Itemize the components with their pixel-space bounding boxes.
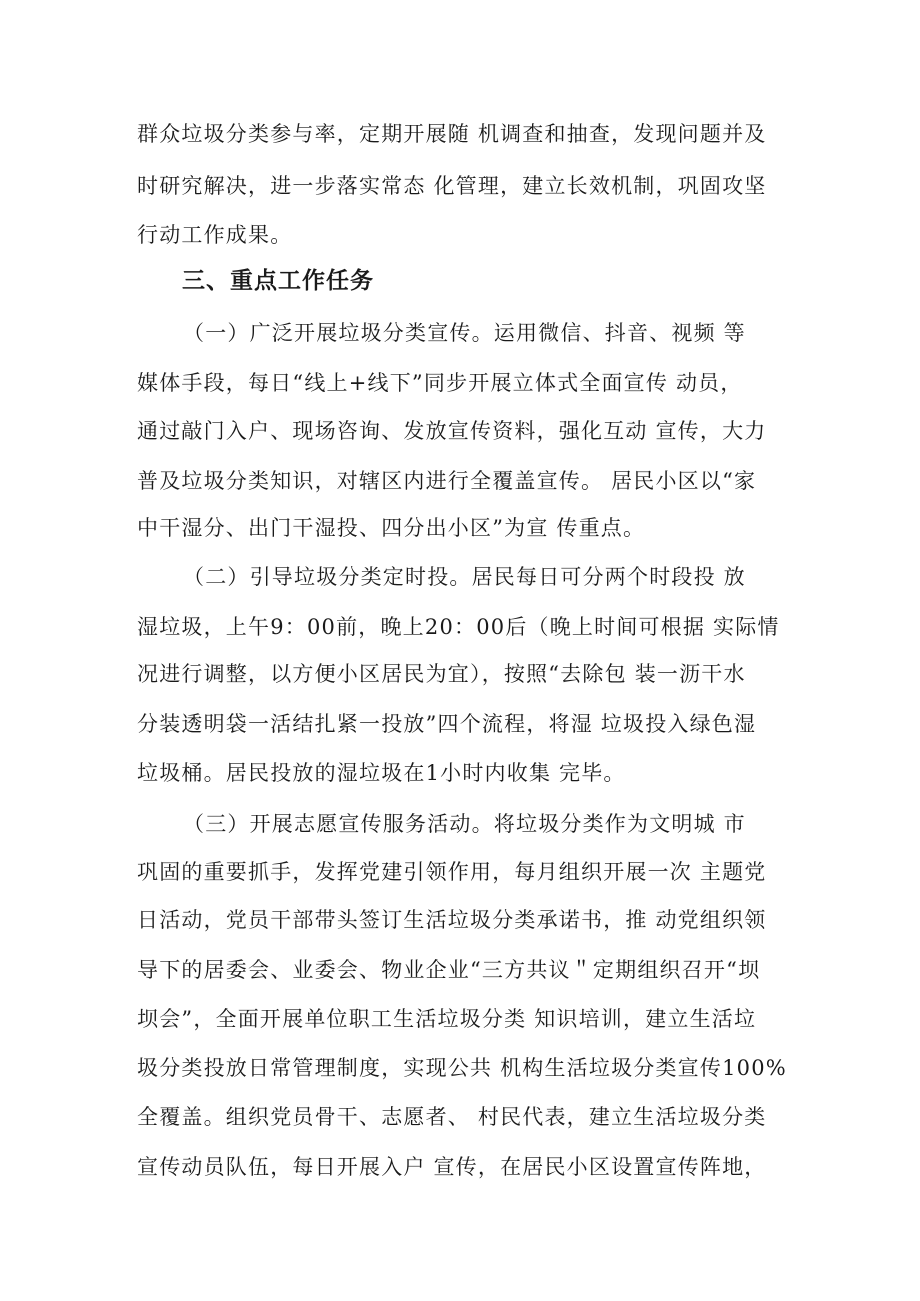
section-heading: 三、重点工作任务 [182, 268, 374, 294]
paragraph-line: 导下的居委会、业委会、物业企业“三方共议＂定期组织召开“坝 [137, 958, 761, 982]
paragraph-line: 巩固的重要抓手，发挥党建引领作用，每月组织开展一次 主题党 [137, 860, 767, 884]
paragraph-line: 日活动，党员干部带头签订生活垃圾分类承诺书，推 动党组织领 [137, 908, 767, 932]
paragraph-line: 垃圾桶。居民投放的湿垃圾在1小时内收集 完毕。 [137, 761, 626, 785]
paragraph-line: 行动工作成果。 [137, 223, 293, 247]
paragraph-line: 全覆盖。组织党员骨干、志愿者、 村民代表，建立生活垃圾分类 [137, 1105, 767, 1129]
paragraph-line: 宣传动员队伍，每日开展入户 宣传，在居民小区设置宣传阵地， [137, 1155, 767, 1179]
paragraph-line: 况进行调整，以方便小区居民为宜），按照“去除包 装一沥干水 [137, 662, 746, 686]
paragraph-line: 圾分类投放日常管理制度，实现公共 机构生活垃圾分类宣传100% [137, 1056, 787, 1080]
paragraph-line: （一）广泛开展垃圾分类宣传。运用微信、抖音、视频 等 [183, 321, 746, 345]
paragraph-line: （三）开展志愿宣传服务活动。将垃圾分类作为文明城 市 [183, 812, 746, 836]
paragraph-line: 时研究解决，进一步落实常态 化管理，建立长效机制，巩固攻坚 [137, 174, 767, 198]
paragraph-line: 群众垃圾分类参与率，定期开展随 机调查和抽查，发现问题并及 [137, 122, 767, 146]
paragraph-line: 坝会”，全面开展单位职工生活垃圾分类 知识培训，建立生活垃 [137, 1007, 757, 1031]
paragraph-line: 分装透明袋一活结扎紧一投放”四个流程，将湿 垃圾投入绿色湿 [137, 712, 757, 736]
paragraph-line: 普及垃圾分类知识，对辖区内进行全覆盖宣传。 居民小区以“家 [137, 469, 757, 493]
paragraph-line: 通过敲门入户、现场咨询、发放宣传资料，强化互动 宣传，大力 [137, 419, 767, 443]
paragraph-line: 媒体手段，每日“线上+线下”同步开展立体式全面宣传 动员， [137, 371, 743, 395]
paragraph-line: 湿垃圾，上午9：00前，晚上20：00后（晚上时间可根据 实际情 [137, 615, 780, 639]
paragraph-line: （二）引导垃圾分类定时投。居民每日可分两个时段投 放 [183, 565, 746, 589]
paragraph-line: 中干湿分、出门干湿投、四分出小区”为宣 传重点。 [137, 516, 646, 540]
